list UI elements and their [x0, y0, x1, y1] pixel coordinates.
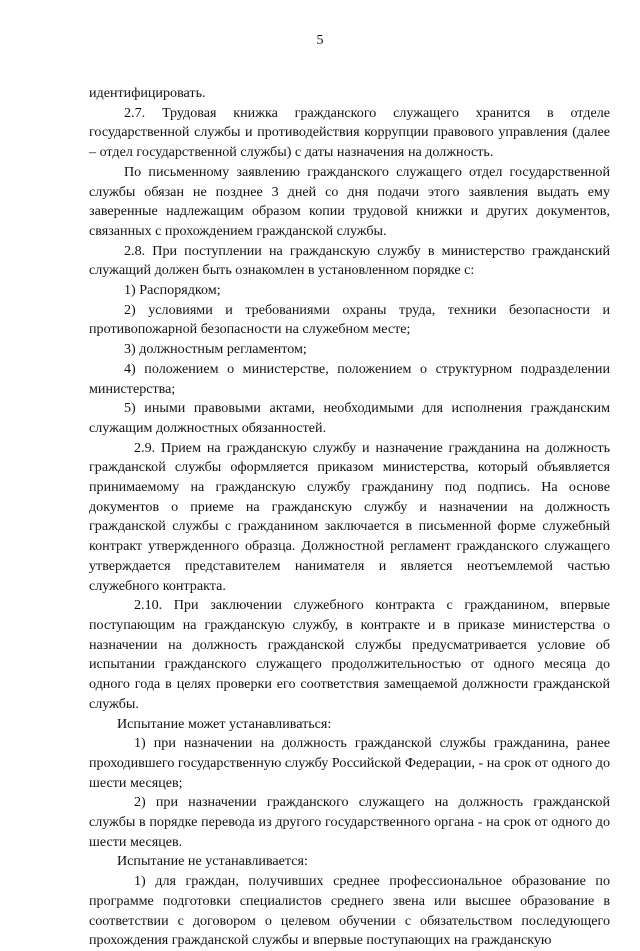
- list-item-5: 5) иными правовыми актами, необходимыми для исполнения гражданским служащим должностных обязанностей.: [89, 400, 610, 436]
- paragraph-continuation: идентифицировать.: [89, 85, 206, 101]
- paragraph-2-10: 2.10. При заключении служебного контракта с гражданином, впервые поступающим на гражданскую службу, в контракте и в приказе министерства о назначении на должность гражданской службы предусматривается условие об испытании гражданского служащего продолжительностью от одного месяца до одного года в целях проверки его соответствия замещаемой должности гражданской службы.: [89, 597, 610, 712]
- list-item-3: 3) должностным регламентом;: [124, 341, 307, 358]
- paragraph-application: По письменному заявлению гражданского служащего отдел государственной службы обязан не позднее 3 дней со дня подачи этого заявления выдать ему заверенные надлежащим образом копии трудовой книжки и других документов, связанных с прохождением гражданской службы.: [89, 163, 610, 239]
- list-item-2: 2) условиями и требованиями охраны труда, техники безопасности и противопожарной безопасности на служебном месте;: [89, 301, 610, 338]
- exemption-item-1: 1) для граждан, получивших среднее профессиональное образование по программе подготовки специалистов среднего звена или высшее образование в соответствии с договором о целевом обучении с обязательством последующего прохождения гражданской службы и впервые поступающих на гражданскую: [89, 873, 610, 949]
- page-number: 5: [316, 33, 324, 48]
- body-text: [89, 84, 610, 951]
- paragraph-2-7: 2.7. Трудовая книжка гражданского служащего хранится в отделе государственной службы и противодействия коррупции правового управления (далее – отдел государственной службы) с даты назначения на должность.: [89, 104, 610, 161]
- list-item-4: 4) положением о министерстве, положением о структурном подразделении министерства;: [89, 360, 610, 397]
- paragraph-probation-not: Испытание не устанавливается:: [117, 853, 308, 870]
- paragraph-2-8: 2.8. При поступлении на гражданскую службу в министерство гражданский служащий должен быть ознакомлен в установленном порядке с:: [89, 242, 610, 279]
- probation-item-2: 2) при назначении гражданского служащего на должность гражданской службы в порядке перевода из другого государственного органа - на срок от одного до шести месяцев.: [89, 794, 610, 850]
- paragraph-probation-may: Испытание может устанавливаться:: [117, 715, 332, 732]
- list-item-1: 1) Распорядком;: [124, 282, 221, 299]
- probation-item-1: 1) при назначении на должность гражданской службы гражданина, ранее проходившего государственную службу Российской Федерации, - на срок от одного до шести месяцев;: [89, 735, 610, 791]
- paragraph-2-9: 2.9. Прием на гражданскую службу и назначение гражданина на должность гражданской службы оформляется приказом министерства, который объявляется принимаемому на гражданскую службу гражданину под подпись. На основе документов о приеме на гражданскую службу и назначении на должность гражданской службы с гражданином заключается в письменной форме служебный контракт утвержденного образца. Должностной регламент гражданского служащего утверждается представителем нанимателя и является неотъемлемой частью служебного контракта.: [89, 439, 610, 594]
